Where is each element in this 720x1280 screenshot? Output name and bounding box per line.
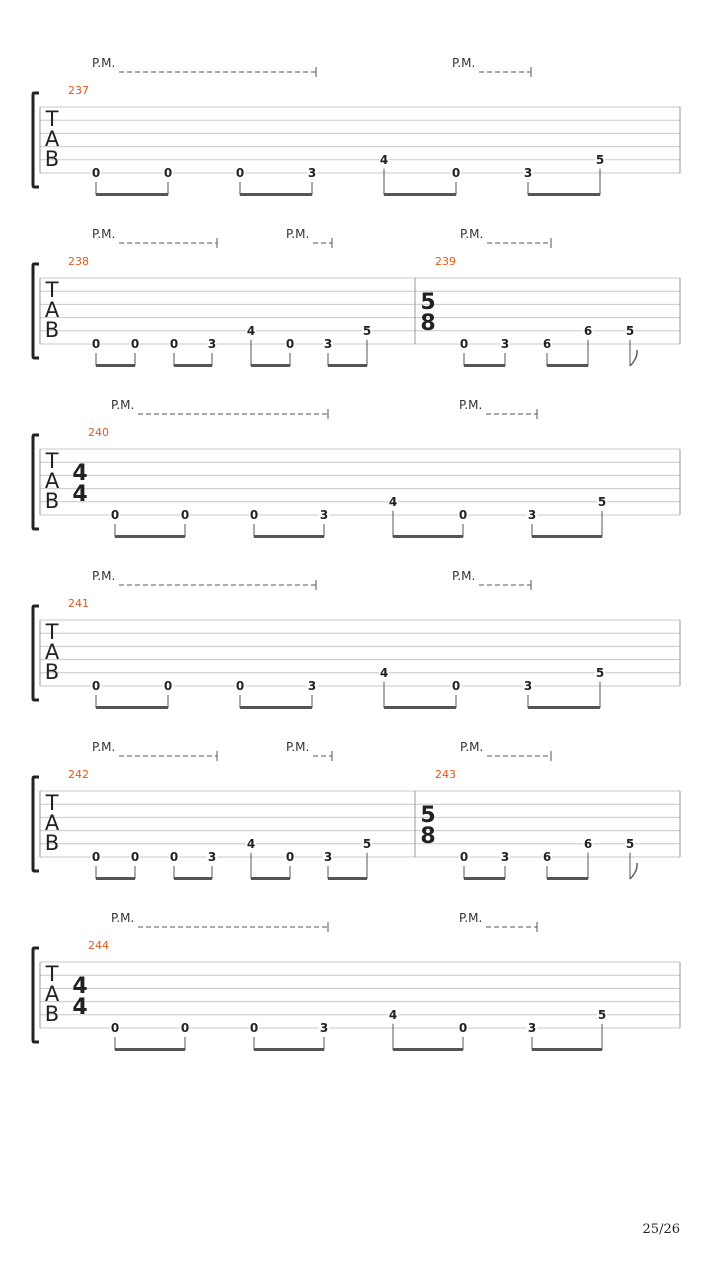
note-beam [96, 877, 135, 880]
fret-number: 0 [130, 337, 140, 351]
palm-mute-label: P.M. [286, 227, 310, 241]
measure-number: 241 [68, 597, 89, 610]
palm-mute-label: P.M. [92, 740, 116, 754]
fret-number: 0 [458, 1021, 468, 1035]
fret-number: 0 [110, 508, 120, 522]
fret-number: 5 [625, 323, 635, 338]
note-beam [393, 1048, 463, 1051]
fret-number: 4 [246, 836, 256, 851]
system-bracket [33, 264, 39, 358]
tab-clef-letter: T [45, 791, 59, 815]
fret-number: 3 [523, 166, 533, 180]
note-beam [174, 877, 212, 880]
note-beam [464, 364, 505, 367]
fret-number: 3 [323, 850, 333, 864]
note-beam [240, 706, 312, 709]
time-signature-bottom: 8 [420, 824, 436, 849]
fret-number: 3 [307, 166, 317, 180]
fret-number: 0 [249, 508, 259, 522]
system-bracket [33, 93, 39, 187]
palm-mute-label: P.M. [459, 398, 483, 412]
tab-clef-letter: B [44, 660, 60, 684]
time-signature-bottom: 4 [72, 482, 88, 507]
measure-number: 239 [435, 255, 456, 268]
fret-number: 5 [597, 1007, 607, 1022]
fret-number: 3 [527, 508, 537, 522]
fret-number: 3 [307, 679, 317, 693]
fret-number: 4 [379, 152, 389, 167]
fret-number: 0 [169, 337, 179, 351]
tab-clef-letter: T [45, 278, 59, 302]
fret-number: 5 [595, 665, 605, 680]
time-signature-top: 5 [420, 290, 436, 315]
fret-number: 0 [285, 850, 295, 864]
time-signature-bottom: 8 [420, 311, 436, 336]
note-flag [630, 350, 637, 366]
measure-number: 240 [88, 426, 109, 439]
fret-number: 3 [319, 1021, 329, 1035]
palm-mute-label: P.M. [92, 56, 116, 70]
palm-mute-label: P.M. [92, 569, 116, 583]
system-bracket [33, 948, 39, 1042]
palm-mute-label: P.M. [286, 740, 310, 754]
fret-number: 3 [523, 679, 533, 693]
fret-number: 4 [246, 323, 256, 338]
measure-number: 242 [68, 768, 89, 781]
measure-number: 244 [88, 939, 109, 952]
tab-clef-letter: A [44, 982, 60, 1006]
fret-number: 5 [595, 152, 605, 167]
note-beam [251, 877, 290, 880]
tab-clef-letter: A [44, 127, 60, 151]
fret-number: 3 [207, 850, 217, 864]
fret-number: 0 [91, 166, 101, 180]
fret-number: 4 [388, 1007, 398, 1022]
note-beam [393, 535, 463, 538]
note-beam [528, 193, 600, 196]
fret-number: 0 [285, 337, 295, 351]
tab-clef-letter: T [45, 962, 59, 986]
tab-clef-letter: A [44, 811, 60, 835]
note-beam [254, 1048, 324, 1051]
palm-mute-label: P.M. [459, 911, 483, 925]
fret-number: 3 [323, 337, 333, 351]
note-beam [96, 364, 135, 367]
tab-clef-letter: T [45, 620, 59, 644]
fret-number: 0 [249, 1021, 259, 1035]
fret-number: 5 [362, 836, 372, 851]
tab-clef-letter: A [44, 298, 60, 322]
note-beam [115, 535, 185, 538]
fret-number: 0 [91, 679, 101, 693]
fret-number: 0 [110, 1021, 120, 1035]
fret-number: 0 [459, 850, 469, 864]
fret-number: 6 [583, 323, 593, 338]
page-number: 25/26 [642, 1222, 680, 1237]
note-beam [174, 364, 212, 367]
palm-mute-label: P.M. [111, 398, 135, 412]
note-beam [115, 1048, 185, 1051]
note-beam [464, 877, 505, 880]
fret-number: 6 [542, 337, 552, 351]
palm-mute-label: P.M. [111, 911, 135, 925]
fret-number: 6 [542, 850, 552, 864]
time-signature-top: 4 [72, 974, 88, 999]
fret-number: 3 [207, 337, 217, 351]
note-beam [328, 364, 367, 367]
measure-number: 243 [435, 768, 456, 781]
note-beam [532, 1048, 602, 1051]
fret-number: 0 [180, 1021, 190, 1035]
fret-number: 0 [91, 337, 101, 351]
fret-number: 0 [458, 508, 468, 522]
fret-number: 0 [91, 850, 101, 864]
note-beam [384, 193, 456, 196]
fret-number: 0 [130, 850, 140, 864]
palm-mute-label: P.M. [92, 227, 116, 241]
palm-mute-label: P.M. [452, 56, 476, 70]
system-bracket [33, 435, 39, 529]
fret-number: 0 [451, 679, 461, 693]
fret-number: 5 [597, 494, 607, 509]
note-beam [328, 877, 367, 880]
time-signature-bottom: 4 [72, 995, 88, 1020]
time-signature-top: 4 [72, 461, 88, 486]
fret-number: 0 [163, 166, 173, 180]
note-beam [251, 364, 290, 367]
fret-number: 3 [527, 1021, 537, 1035]
system-bracket [33, 606, 39, 700]
tab-clef-letter: A [44, 469, 60, 493]
palm-mute-label: P.M. [460, 227, 484, 241]
note-beam [532, 535, 602, 538]
measure-number: 237 [68, 84, 89, 97]
fret-number: 4 [379, 665, 389, 680]
tab-clef-letter: B [44, 489, 60, 513]
measure-number: 238 [68, 255, 89, 268]
fret-number: 0 [180, 508, 190, 522]
fret-number: 4 [388, 494, 398, 509]
fret-number: 0 [451, 166, 461, 180]
tab-clef-letter: T [45, 449, 59, 473]
fret-number: 3 [319, 508, 329, 522]
note-beam [96, 193, 168, 196]
time-signature-top: 5 [420, 803, 436, 828]
tab-clef-letter: B [44, 147, 60, 171]
fret-number: 0 [163, 679, 173, 693]
fret-number: 0 [235, 166, 245, 180]
system-bracket [33, 777, 39, 871]
note-beam [547, 877, 588, 880]
tab-clef-letter: T [45, 107, 59, 131]
note-beam [254, 535, 324, 538]
fret-number: 3 [500, 337, 510, 351]
fret-number: 0 [459, 337, 469, 351]
fret-number: 0 [235, 679, 245, 693]
tab-clef-letter: B [44, 831, 60, 855]
note-beam [547, 364, 588, 367]
tab-clef-letter: B [44, 318, 60, 342]
note-flag [630, 863, 637, 879]
palm-mute-label: P.M. [452, 569, 476, 583]
fret-number: 6 [583, 836, 593, 851]
tab-clef-letter: B [44, 1002, 60, 1026]
note-beam [528, 706, 600, 709]
fret-number: 3 [500, 850, 510, 864]
note-beam [240, 193, 312, 196]
tab-clef-letter: A [44, 640, 60, 664]
fret-number: 5 [362, 323, 372, 338]
fret-number: 5 [625, 836, 635, 851]
note-beam [96, 706, 168, 709]
note-beam [384, 706, 456, 709]
fret-number: 0 [169, 850, 179, 864]
palm-mute-label: P.M. [460, 740, 484, 754]
